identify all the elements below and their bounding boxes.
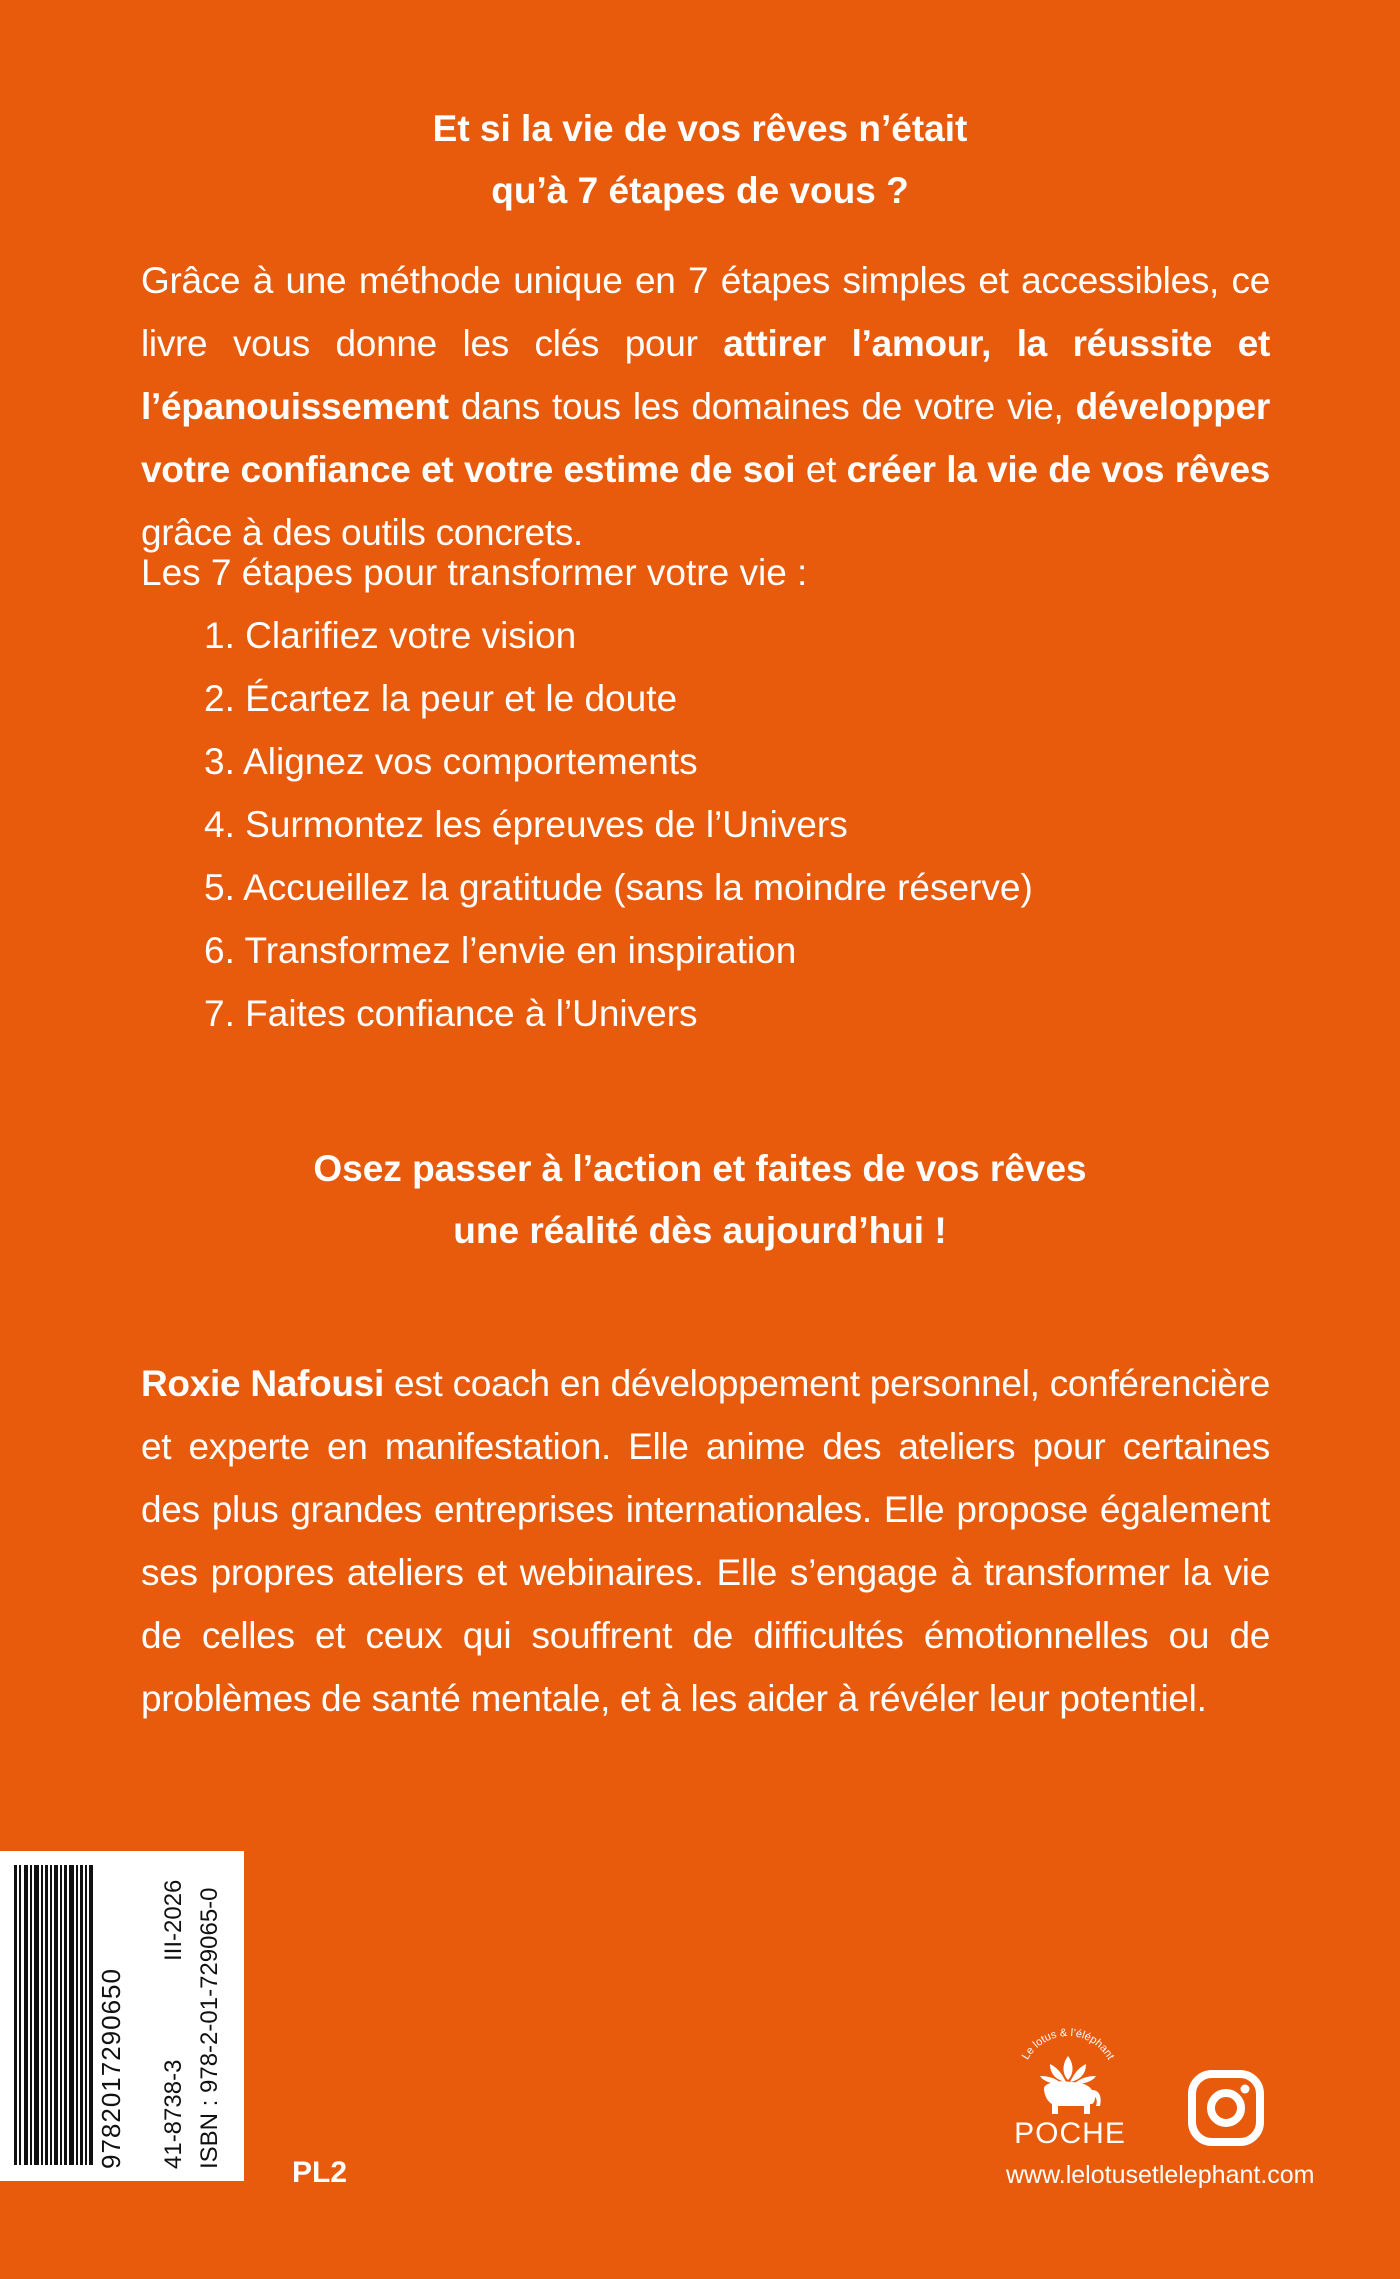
headline-top: [0, 98, 1400, 222]
barcode-box: [0, 1851, 244, 2181]
intro-bold-3: créer la vie de vos rêves: [846, 449, 1270, 490]
headline-top-line2: qu’à 7 étapes de vous ?: [491, 170, 909, 211]
intro-bold-2: développer votre confiance et votre estime de soi: [141, 386, 1270, 490]
steps-intro: Les 7 étapes pour transformer votre vie :: [141, 552, 808, 593]
headline-bottom-line1: Osez passer à l’action et faites de vos rêves: [313, 1148, 1087, 1189]
headline-bottom: [0, 1138, 1400, 1262]
barcode-number: 9782017290650: [96, 1968, 126, 2169]
headline-top-line1: Et si la vie de vos rêves n’était: [432, 108, 968, 149]
author-name: Roxie Nafousi: [141, 1363, 384, 1404]
barcode-code: 41-8738-3: [160, 2059, 187, 2169]
headline-bottom-line2: une réalité dès aujourd’hui !: [453, 1210, 947, 1251]
publisher-website-link[interactable]: www.lelotusetlelephant.com: [1006, 2161, 1315, 2189]
intro-text-1: Grâce à une méthode unique en 7 étapes simples et accessibles, ce livre vous donne les clés pour: [141, 260, 1270, 364]
intro-text-4: grâce à des outils concrets.: [141, 512, 583, 553]
author-bio-text: est coach en développement personnel, conférencière et experte en manifestation. Elle anime des ateliers pour certaines des plus grandes entreprises internationales. Elle propose également ses propres ateliers et webinaires. Elle s’engage à transformer la vie de celles et ceux qui souffrent de difficultés émotionnelles ou de problèmes de santé mentale, et à les aider à révéler leur potentiel.: [141, 1363, 1270, 1719]
instagram-icon[interactable]: [1188, 2070, 1264, 2146]
poche-label: POCHE: [1014, 2117, 1126, 2150]
step-item: 4. Surmontez les épreuves de l’Univers: [204, 804, 848, 845]
intro-paragraph: [141, 249, 1270, 564]
barcode-edition: III-2026: [160, 1879, 187, 1961]
barcode-icon: [14, 1865, 94, 2165]
intro-text-2: dans tous les domaines de votre vie,: [448, 386, 1076, 427]
step-item: 1. Clarifiez votre vision: [204, 615, 577, 656]
step-item: 6. Transformez l’envie en inspiration: [204, 930, 797, 971]
author-bio: [141, 1352, 1270, 1730]
pl2-label: PL2: [292, 2156, 348, 2189]
intro-text-3: et: [795, 449, 847, 490]
step-item: 7. Faites confiance à l’Univers: [204, 993, 698, 1034]
step-item: 5. Accueillez la gratitude (sans la moindre réserve): [204, 867, 1033, 908]
intro-bold-1: attirer l’amour, la réussite et l’épanouissement: [141, 323, 1270, 427]
step-item: 3. Alignez vos comportements: [204, 741, 698, 782]
publisher-arc-text: Le lotus & l’éléphant: [1019, 2026, 1117, 2062]
steps-list: [204, 604, 1033, 1045]
isbn: ISBN : 978-2-01-729065-0: [196, 1887, 223, 2169]
step-item: 2. Écartez la peur et le doute: [204, 678, 678, 719]
